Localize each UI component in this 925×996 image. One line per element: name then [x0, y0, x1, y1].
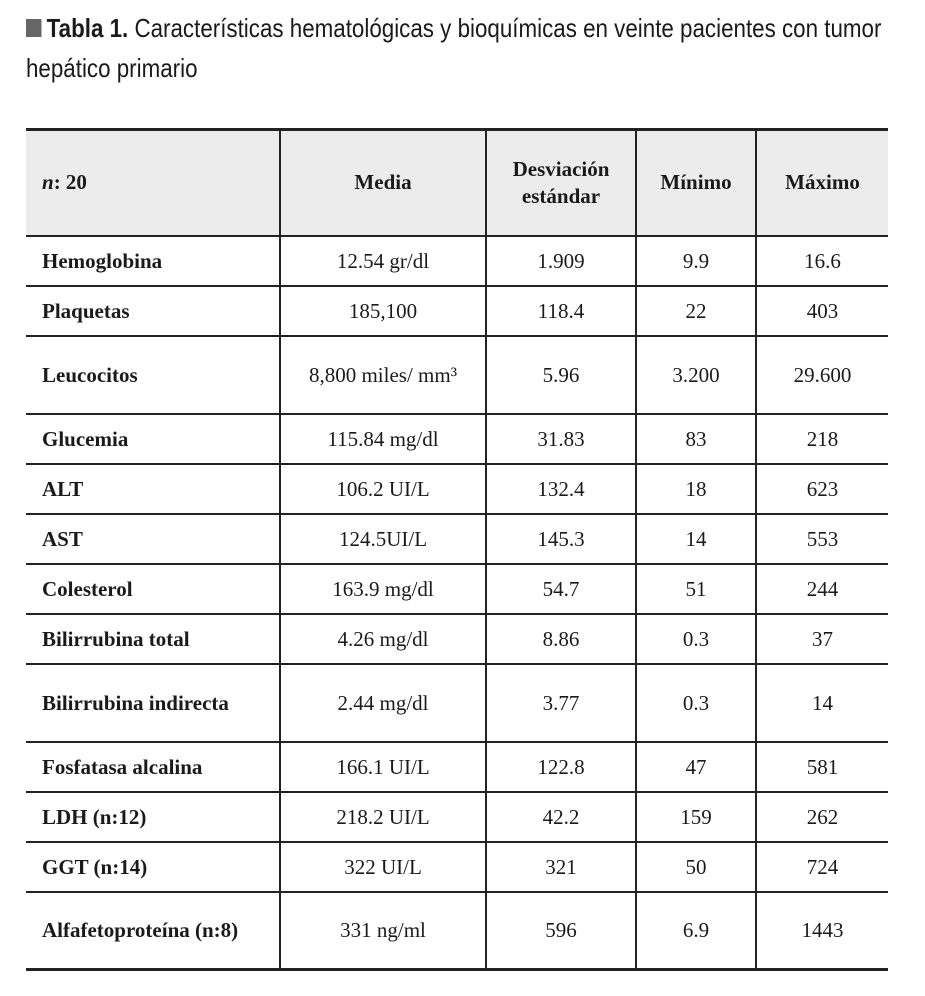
- row-media: 331 ng/ml: [280, 892, 486, 970]
- row-max: 623: [756, 464, 888, 514]
- row-de: 42.2: [486, 792, 636, 842]
- row-max: 1443: [756, 892, 888, 970]
- caption-text: Características hematológicas y bioquímicas en veinte pacientes con tumor hepático primario: [26, 13, 882, 83]
- table-row: [26, 414, 888, 464]
- row-media: 115.84 mg/dl: [280, 414, 486, 464]
- row-de: 145.3: [486, 514, 636, 564]
- row-de: 8.86: [486, 614, 636, 664]
- row-media: 106.2 UI/L: [280, 464, 486, 514]
- row-min: 6.9: [636, 892, 756, 970]
- row-max: 581: [756, 742, 888, 792]
- row-de: 3.77: [486, 664, 636, 742]
- row-max: 403: [756, 286, 888, 336]
- header-n: n: 20: [26, 130, 280, 236]
- row-de: 122.8: [486, 742, 636, 792]
- row-max: 553: [756, 514, 888, 564]
- table-caption: [26, 8, 895, 88]
- header-media: Media: [280, 130, 486, 236]
- row-name: LDH (n:12): [26, 792, 280, 842]
- row-min: 47: [636, 742, 756, 792]
- table-row: [26, 564, 888, 614]
- table-row: [26, 286, 888, 336]
- row-max: 244: [756, 564, 888, 614]
- row-media: 8,800 miles/ mm³: [280, 336, 486, 414]
- row-media: 4.26 mg/dl: [280, 614, 486, 664]
- table-row: [26, 892, 888, 970]
- table-row: [26, 842, 888, 892]
- row-name: Alfafetoproteína (n:8): [26, 892, 280, 970]
- row-min: 22: [636, 286, 756, 336]
- row-name: Fosfatasa alcalina: [26, 742, 280, 792]
- row-de: 5.96: [486, 336, 636, 414]
- row-min: 0.3: [636, 664, 756, 742]
- row-media: 166.1 UI/L: [280, 742, 486, 792]
- row-de: 31.83: [486, 414, 636, 464]
- row-min: 3.200: [636, 336, 756, 414]
- row-name: Leucocitos: [26, 336, 280, 414]
- row-max: 37: [756, 614, 888, 664]
- row-min: 9.9: [636, 236, 756, 286]
- table-row: [26, 236, 888, 286]
- row-de: 132.4: [486, 464, 636, 514]
- caption-label: Tabla 1.: [46, 13, 129, 43]
- row-min: 18: [636, 464, 756, 514]
- row-name: Bilirrubina total: [26, 614, 280, 664]
- row-media: 163.9 mg/dl: [280, 564, 486, 614]
- row-de: 118.4: [486, 286, 636, 336]
- row-name: Glucemia: [26, 414, 280, 464]
- row-min: 0.3: [636, 614, 756, 664]
- row-name: Plaquetas: [26, 286, 280, 336]
- row-media: 218.2 UI/L: [280, 792, 486, 842]
- row-name: AST: [26, 514, 280, 564]
- table-row: [26, 742, 888, 792]
- row-max: 262: [756, 792, 888, 842]
- row-media: 12.54 gr/dl: [280, 236, 486, 286]
- row-min: 159: [636, 792, 756, 842]
- table-row: [26, 664, 888, 742]
- table-row: [26, 464, 888, 514]
- table-row: [26, 336, 888, 414]
- row-media: 124.5UI/L: [280, 514, 486, 564]
- table-row: [26, 614, 888, 664]
- row-name: ALT: [26, 464, 280, 514]
- row-min: 83: [636, 414, 756, 464]
- row-media: 2.44 mg/dl: [280, 664, 486, 742]
- header-minimo: Mínimo: [636, 130, 756, 236]
- row-name: Hemoglobina: [26, 236, 280, 286]
- row-name: Bilirrubina indirecta: [26, 664, 280, 742]
- row-media: 185,100: [280, 286, 486, 336]
- row-max: 218: [756, 414, 888, 464]
- data-table: [26, 128, 888, 971]
- row-de: 596: [486, 892, 636, 970]
- row-min: 14: [636, 514, 756, 564]
- table-header-row: [26, 130, 888, 236]
- row-media: 322 UI/L: [280, 842, 486, 892]
- row-max: 29.600: [756, 336, 888, 414]
- row-name: GGT (n:14): [26, 842, 280, 892]
- row-name: Colesterol: [26, 564, 280, 614]
- row-de: 1.909: [486, 236, 636, 286]
- row-min: 51: [636, 564, 756, 614]
- caption-square-icon: [26, 19, 41, 37]
- row-de: 54.7: [486, 564, 636, 614]
- header-maximo: Máximo: [756, 130, 888, 236]
- table-row: [26, 792, 888, 842]
- row-max: 14: [756, 664, 888, 742]
- row-de: 321: [486, 842, 636, 892]
- row-max: 724: [756, 842, 888, 892]
- table-row: [26, 514, 888, 564]
- row-min: 50: [636, 842, 756, 892]
- header-desviacion: Desviación estándar: [486, 130, 636, 236]
- row-max: 16.6: [756, 236, 888, 286]
